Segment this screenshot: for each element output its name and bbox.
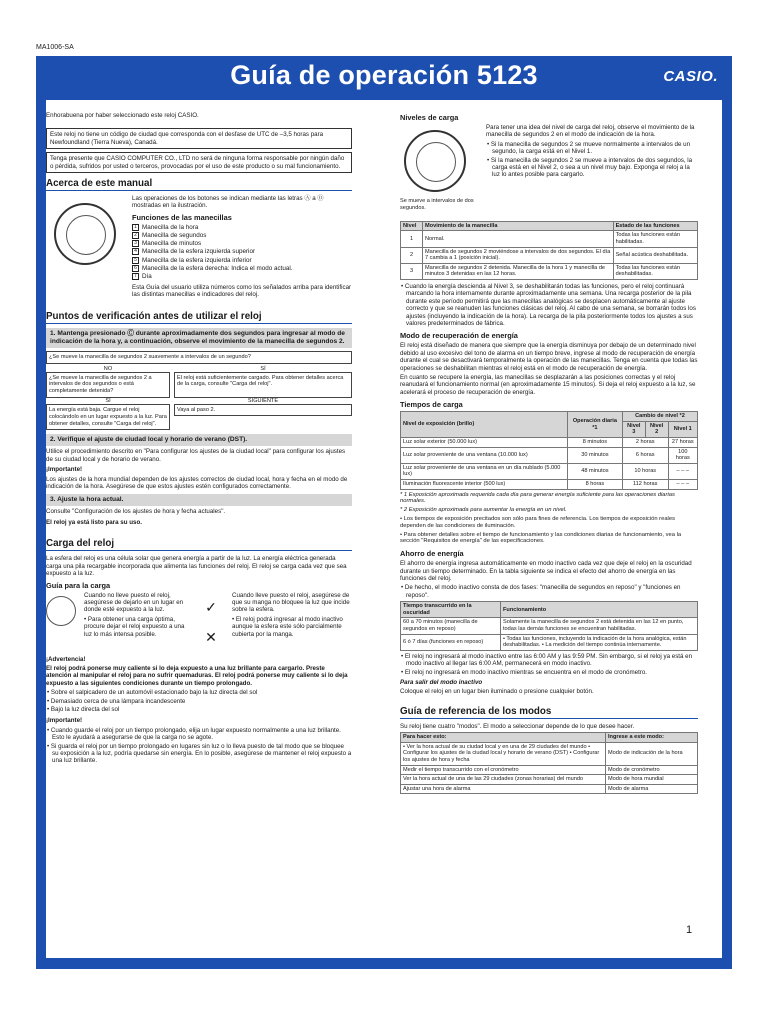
table-row: 3 Manecilla de segundos 2 detenida. Manecilla de la hora 1 y manecilla de minutos 3 detenidas en las 12 horas. Todas las funciones están deshabilitadas.	[401, 263, 698, 279]
saving-note: • El reloj no ingresará al modo inactivo entre las 6:00 AM y las 9:59 PM. Sin embargo, si el reloj ya está en modo inactivo al llegar las 6:00 AM, permanecerá en modo inactivo.	[401, 652, 693, 668]
flow-go-step-2: Vaya al paso 2.	[174, 404, 352, 416]
wrist-icon: ✓ ✕	[205, 598, 217, 645]
hand-item: 1 Manecilla de la hora	[132, 224, 352, 232]
saving-text: El ahorro de energía ingresa automáticamente en modo inactivo cada vez que deje el reloj en la oscuridad durante un tiempo determinado. En la tabla siguiente se indica el efecto del ahorro de energía en las funciones del reloj.	[400, 560, 692, 582]
levels-table: Nivel Movimiento de la manecilla Estado de las funciones 1 Normal. Todas las funciones están habilitadas. 2 Manecilla de segundos 2 moviéndose a intervalos de dos segundos. El día 7 cambia a 1 (posición inicial). Señal acústica deshabilitada. 3 Manecilla de segundos 2 detenida. Manecilla de la hora 1 y manecilla de minutos 3 detenidas en las 12 horas. Todas las funciones están deshabilitadas.	[400, 221, 698, 280]
charge-b-note: • El reloj podrá ingresar al modo inactivo aunque la esfera este sólo parcialmente cubierta por la manga.	[232, 615, 343, 638]
charge-b-text: Cuando lleve puesto el reloj, asegúrese de que su manga no bloquee la luz que incide sobre la esfera.	[232, 591, 350, 614]
hands-heading: Funciones de las manecillas	[132, 212, 232, 222]
table-row: 2 Manecilla de segundos 2 moviéndose a intervalos de dos segundos. El día 7 cambia a 1 (posición inicial). Señal acústica deshabilitada.	[401, 247, 698, 263]
hand-item: 7 Día	[132, 273, 352, 281]
flow-no-label: NO	[103, 365, 113, 372]
times-note-1: * 1 Exposición aproximada requerida cada día para generar energía suficiente para las operaciones diarias normales.	[400, 491, 675, 505]
modes-table: Para hacer esto: Ingrese a este modo: • Ver la hora actual de su ciudad local y en una de 29 ciudades del mundo • Configurar los ajustes de la ciudad local y horario de verano (DST) • Configurar los ajustes de hora y fecha Modo de indicación de la hora Medir el tiempo transcurrido con el cronómetro Modo de cronómetro Ver la hora actual de una de las 29 ciudades (zonas horarias) del mundo Modo de hora mundial Ajustar una hora de alarma Modo de alarma	[400, 732, 698, 794]
step-2: 2. Verifique el ajuste de ciudad local y horario de verano (DST).	[46, 434, 352, 446]
document-code: MA1006-SA	[36, 44, 74, 51]
about-text: Las operaciones de los botones se indican mediante las letras Ⓐ a Ⓓ mostradas en la ilustración.	[132, 195, 324, 210]
exit-text: Coloque el reloj en un lugar bien iluminado o presione cualquier botón.	[400, 688, 594, 696]
flow-low-energy: La energía está baja. Cargue el reloj colocándolo en un lugar expuesto a la luz. Para obtener detalles, consulte "Carga del reloj".	[46, 404, 170, 430]
table-row: 6 ó 7 días (funciones en reposo) • Todas las funciones, incluyendo la indicación de la hora analógica, están deshabilitadas. • La medición del tiempo continúa internamente.	[401, 634, 698, 650]
manual-note: Esta Guía del usuario utiliza números como los señalados arriba para identificar las distintas manecillas e indicadores del reloj.	[132, 284, 352, 299]
step-1: 1. Mantenga presionado Ⓒ durante aproximadamente dos segundos para ingresar al modo de indicación de la hora y, a continuación, observe el movimiento de la manecilla de segundos 2.	[46, 328, 352, 348]
levels-heading: Niveles de carga	[400, 113, 459, 122]
header	[36, 56, 732, 100]
modes-heading: Guía de referencia de los modos	[400, 706, 698, 719]
hand-item: 6 Manecilla de la esfera derecha: Indica el modo actual.	[132, 265, 352, 273]
important-text: Los ajustes de la hora mundial dependen de los ajustes correctos de ciudad local, hora y fecha en el modo de indicación de la hora. Asegúrese de que estos ajustes estén configurados correctamente.	[46, 475, 348, 491]
levels-bullet-1: • Si la manecilla de segundos 2 se mueve normalmente a intervalos de un segundo, la carga está en el Nivel 1.	[487, 140, 691, 156]
hand-item: 4 Manecilla de la esfera izquierda superior	[132, 248, 352, 256]
disclaimer-box: Tenga presente que CASIO COMPUTER CO., LTD no será de ninguna forma responsable por ningún daño o pérdida, sufridos por usted o terceros, provocadas por el uso de este producto o su mal funcionamiento.	[46, 152, 352, 173]
table-row: Luz solar proveniente de una ventana en un día nublado (5.000 lux) 48 minutos 10 horas – – –	[401, 463, 698, 479]
table-row: Luz solar exterior (50.000 lux) 8 minutos 2 horas 27 horas	[401, 438, 698, 448]
table-row: 60 a 70 minutos (manecilla de segundos en reposo) Solamente la manecilla de segundos 2 está detenida en las 12 en punto, todas las demás funciones se encuentran habilitadas.	[401, 618, 698, 634]
levels-bullet-2: • Si la manecilla de segundos 2 se mueve a intervalos de dos segundos, la carga está en el Nivel 2, o sea a un nivel muy bajo. Exponga el reloj a la luz lo antes posible para cargarlo.	[487, 156, 693, 179]
table-row: • Ver la hora actual de su ciudad local y en una de 29 ciudades del mundo • Configurar los ajustes de la ciudad local y horario de verano (DST) • Configurar los ajustes de hora y fecha Modo de indicación de la hora	[401, 742, 698, 765]
step-3-text: Consulte "Configuración de los ajustes de hora y fecha actuales".	[46, 508, 226, 516]
page-title: Guía de operación 5123	[230, 60, 538, 90]
flow-question-1: ¿Se mueve la manecilla de segundos 2 suavemente a intervalos de un segundo?	[46, 351, 352, 364]
exit-heading: Para salir del modo inactivo	[400, 678, 483, 686]
flow-charged: El reloj está suficientemente cargado. Para obtener detalles acerca de la carga, consulte "Carga del reloj".	[174, 372, 352, 398]
times-note-4: • Para obtener detalles sobre el tiempo de funcionamiento y las condiciones diarias de funcionamiento, vea la sección "Requisitos de energía" de las especificaciones.	[400, 531, 682, 545]
table-row: 1 Normal. Todas las funciones están habilitadas.	[401, 231, 698, 247]
levels-text: Para tener una idea del nivel de carga del reloj, observe el movimiento de la manecilla de segundos 2 en el modo de indicación de la hora.	[486, 124, 695, 139]
charge-heading: Carga del reloj	[46, 538, 352, 551]
recovery-heading: Modo de recuperación de energía	[400, 331, 518, 341]
table-row: Iluminación fluorescente interior (500 lux) 8 horas 112 horas – – –	[401, 480, 698, 490]
warning-item: • Demasiado cerca de una lámpara incandescente	[47, 697, 186, 705]
times-note-2: * 2 Exposición aproximada para aumentar la energía en un nivel.	[400, 507, 567, 514]
important-2-item: • Cuando guarde el reloj por un tiempo prolongado, elija un lugar expuesto normalmente a una luz brillante. Esto le ayudará a asegurarse de que la carga no se agote.	[47, 726, 341, 742]
saving-heading: Ahorro de energía	[400, 549, 464, 559]
warning-item: • Bajo la luz directa del sol	[47, 705, 120, 713]
utc-note-box: Este reloj no tiene un código de ciudad que corresponda con el desfase de UTC de –3,5 horas para Newfoundland (Tierra Nueva), Canadá.	[46, 128, 352, 149]
table-row: Ver la hora actual de una de las 29 ciudades (zonas horarias) del mundo Modo de hora mundial	[401, 775, 698, 785]
flow-next-label: SIGUIENTE	[247, 398, 279, 405]
watch-levels-icon	[404, 130, 466, 192]
about-heading: Acerca de este manual	[46, 178, 352, 191]
table-row: Luz solar proveniente de una ventana (10.000 lux) 30 minutos 6 horas 100 horas	[401, 447, 698, 463]
flow-yes-label-2: SÍ	[105, 398, 111, 405]
charge-a-note: • Para obtener una carga óptima, procure dejar el reloj expuesto a una luz lo más intensa posible.	[84, 615, 185, 638]
warning-item: • Sobre el salpicadero de un automóvil estacionado bajo la luz directa del sol	[47, 689, 258, 697]
flow-yes-label: SÍ	[260, 365, 266, 372]
step-3: 3. Ajuste la hora actual.	[46, 494, 352, 506]
saving-table: Tiempo transcurrido en la oscuridad Funcionamiento 60 a 70 minutos (manecilla de segundos en reposo) Solamente la manecilla de segundos 2 está detenida en las 12 en punto, todas las demás funciones se encuentran habilitadas. 6 ó 7 días (funciones en reposo) • Todas las funciones, incluyendo la indicación de la hora analógica, están deshabilitadas. • La medición del tiempo continúa internamente.	[400, 601, 698, 651]
saving-bullet: • De hecho, el modo inactivo consta de dos fases: "manecilla de segundos en reposo" y "funciones en reposo".	[401, 584, 681, 599]
important-2-item: • Si guarda el reloj por un tiempo prolongado en lugares sin luz o lo lleva puesto de tal modo que se bloquee su exposición a la luz, podría quedarse sin energía. En lo posible, asegúrese de mantener el reloj expuesto a una luz brillante.	[47, 742, 352, 765]
hand-item: 3 Manecilla de minutos	[132, 240, 352, 248]
times-heading: Tiempos de carga	[400, 400, 463, 410]
recovery-text-2: En cuanto se recupere la energía, las manecillas se desplazarán a las posiciones correctas y el reloj reanudará el funcionamiento normal (en aproximadamente 15 minutos). Si deja el reloj expuesto a la luz, se acelerará el proceso de recuperación de energía.	[400, 374, 696, 396]
important-2-heading: ¡Importante!	[46, 717, 83, 725]
important-heading: ¡Importante!	[46, 466, 83, 474]
warning-text: El reloj podrá ponerse muy caliente si lo deja expuesto a una luz brillante para cargarlo. Preste atención al manipular el reloj para no sufrir quemaduras. El reloj podrá ponerse muy caliente si lo deja expuesto a las siguientes condiciones durante un tiempo prolongado.	[46, 664, 348, 687]
recovery-text: El reloj está diseñado de manera que siempre que la energía disminuya por debajo de un determinado nivel debido al uso excesivo del tono de alarma en un tiempo breve, ingrese al modo de recuperación de energía durante el cual se desactivará temporalmente la operación de las manecillas. Tenga en cuenta que todas las operaciones se deshabilitan mientras el reloj está en el modo de recuperación de energía.	[400, 342, 698, 372]
watch-illustration	[46, 195, 126, 301]
flow-question-2: ¿Se mueve la manecilla de segundos 2 a intervalos de dos segundos o está completamente detenida?	[46, 372, 170, 398]
ready-text: El reloj ya está listo para su uso.	[46, 518, 142, 526]
hands-list	[132, 224, 352, 281]
levels-caption: Se mueve a intervalos de dos segundos.	[400, 198, 474, 212]
warning-heading: ¡Advertencia!	[46, 655, 86, 663]
saving-note: • El reloj no ingresará en modo inactivo mientras se encuentra en el modo de cronómetro.	[401, 668, 648, 676]
charge-times-table: Nivel de exposición (brillo) Operación diaria *1 Cambio de nivel *2 Nivel 3 Nivel 2 Nivel 1 Luz solar exterior (50.000 lux) 8 minutos 2 horas 27 horas Luz solar proveniente de una ventana (10.000 lux) 30 minutos 6 horas 100 horas Luz solar proveniente de una ventana en un día nublado (5.000 lux) 48 minutos 10 horas – – – Iluminación fluorescente interior (500 lux) 8 horas 112 horas – – –	[400, 411, 698, 489]
charge-a-text: Cuando no lleve puesto el reloj, asegúrese de dejarlo en un lugar en donde esté expuesto a la luz.	[84, 591, 184, 614]
levels-note: • Cuando la energía descienda al Nivel 3, se deshabilitarán todas las funciones, pero el reloj continuará marcando la hora internamente durante aproximadamente una semana. Una recarga posterior de la pila durante este período permitirá que las manecillas analógicas se desplacen automáticamente al ajuste correcto y que se reanuden las funciones clásicas del reloj. Al cabo de una semana, se borrarán todos los ajustes (incluyendo la indicación de la hora). La recarga de la pila posteriormente todos los ajustes a sus valores predeterminados de fábrica.	[401, 282, 696, 327]
modes-text: Su reloj tiene cuatro "modos". El modo a seleccionar depende de lo que desee hacer.	[400, 722, 635, 730]
charge-guide-heading: Guía para la carga	[46, 580, 111, 590]
table-row: Ajustar una hora de alarma Modo de alarma	[401, 784, 698, 794]
page-number: 1	[686, 924, 693, 936]
charge-text: La esfera del reloj es una célula solar que genera energía a partir de la luz. La energía eléctrica generada carga una pila recargable incorporada que alimenta las funciones del reloj. El reloj se carga cada vez que sea expuesto a la luz.	[46, 555, 347, 578]
table-row: Medir el tiempo transcurrido con el cronómetro Modo de cronómetro	[401, 765, 698, 775]
hand-item: 5 Manecilla de la esfera izquierda inferior	[132, 257, 352, 265]
watch-icon	[54, 203, 116, 265]
watch-in-light-icon	[46, 596, 76, 626]
brand-logo: CASIO.	[663, 68, 718, 85]
right-column	[400, 110, 698, 794]
step-2-text: Utilice el procedimiento descrito en "Para configurar los ajustes de la ciudad local" para configurar los ajustes de su ciudad local y de horario de verano.	[46, 448, 346, 463]
left-column	[46, 112, 352, 766]
intro-text: Enhorabuena por haber seleccionado este reloj CASIO.	[46, 112, 199, 119]
check-heading: Puntos de verificación antes de utilizar el reloj	[46, 311, 352, 324]
about-section	[46, 195, 352, 301]
hand-item: 2 Manecilla de segundos	[132, 232, 352, 240]
times-note-3: • Los tiempos de exposición precitados son sólo para fines de referencia. Los tiempos de exposición reales dependen de las condiciones de iluminación.	[400, 515, 675, 529]
